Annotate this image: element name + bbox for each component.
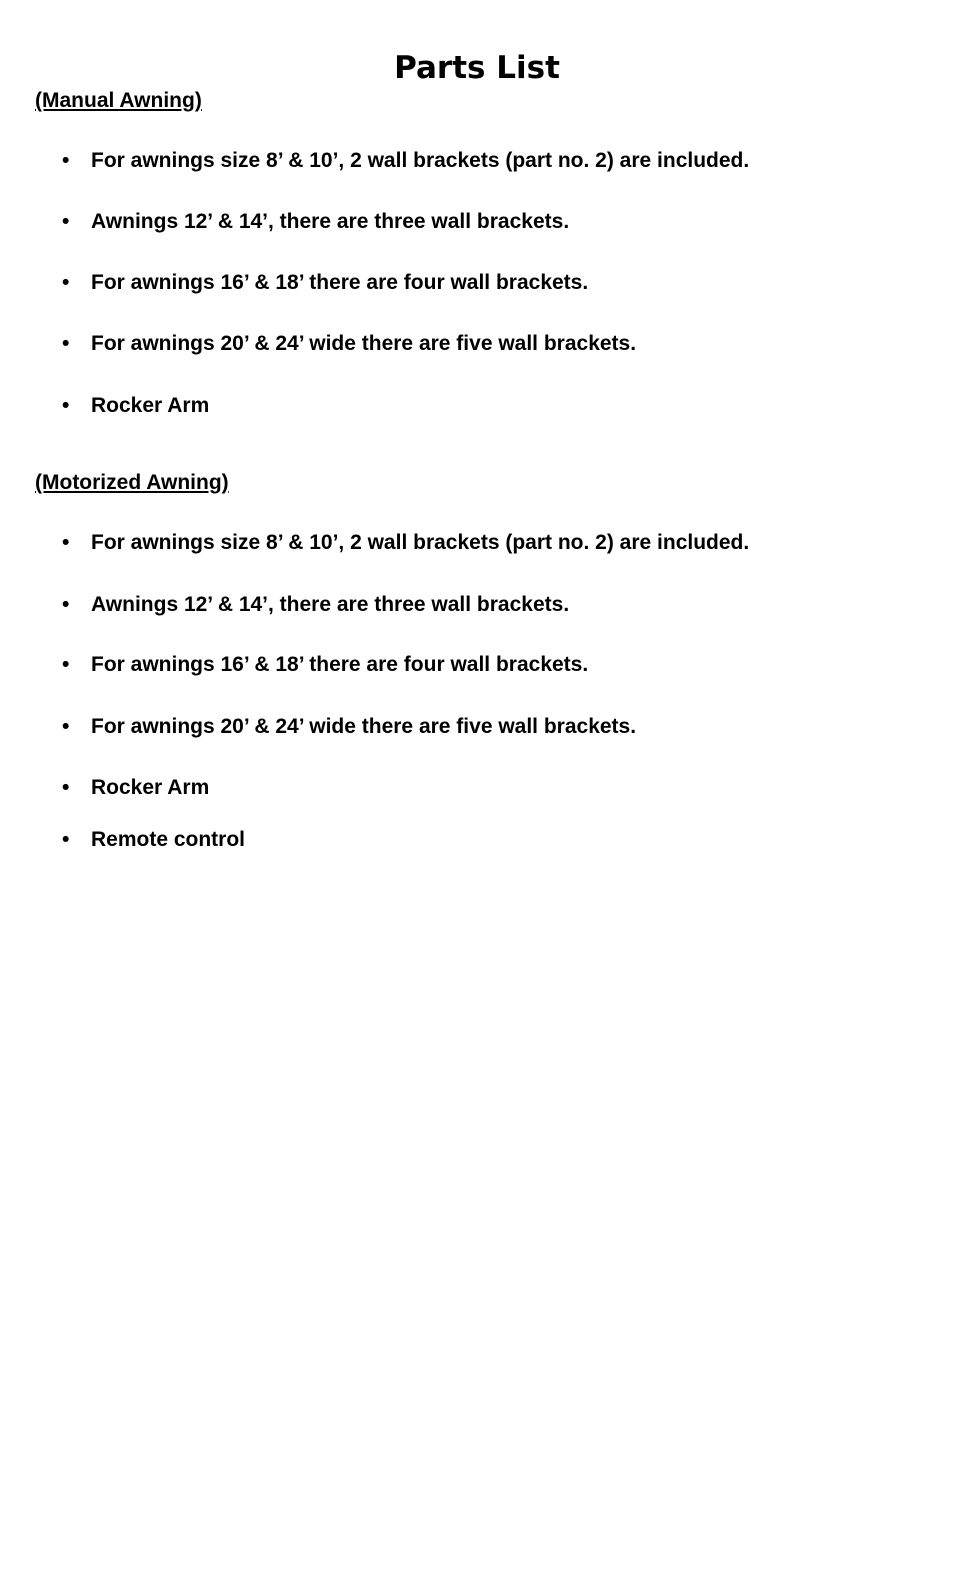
list-item-text: For awnings 20’ & 24’ wide there are five wall brackets. xyxy=(91,715,637,738)
bullet-icon: • xyxy=(62,332,70,355)
page-title: Parts List xyxy=(394,50,560,86)
bullet-icon: • xyxy=(62,394,70,417)
list-item-text: Awnings 12’ & 14’, there are three wall brackets. xyxy=(91,593,570,616)
list-item-text: For awnings 16’ & 18’ there are four wall brackets. xyxy=(91,271,589,294)
bullet-icon: • xyxy=(62,653,70,676)
motorized-awning-heading: (Motorized Awning) xyxy=(35,471,229,494)
list-item-text: Remote control xyxy=(91,828,246,851)
list-item-text: Rocker Arm xyxy=(91,394,210,417)
bullet-icon: • xyxy=(62,271,70,294)
bullet-icon: • xyxy=(62,210,70,233)
bullet-icon: • xyxy=(62,828,70,851)
bullet-icon: • xyxy=(62,531,70,554)
list-item-text: For awnings size 8’ & 10’, 2 wall brackets (part no. 2) are included. xyxy=(91,531,750,554)
list-item-text: Awnings 12’ & 14’, there are three wall brackets. xyxy=(91,210,570,233)
list-item-text: Rocker Arm xyxy=(91,776,210,799)
bullet-icon: • xyxy=(62,593,70,616)
bullet-icon: • xyxy=(62,149,70,172)
bullet-icon: • xyxy=(62,715,70,738)
list-item-text: For awnings size 8’ & 10’, 2 wall brackets (part no. 2) are included. xyxy=(91,149,750,172)
list-item-text: For awnings 20’ & 24’ wide there are five wall brackets. xyxy=(91,332,637,355)
list-item-text: For awnings 16’ & 18’ there are four wall brackets. xyxy=(91,653,589,676)
bullet-icon: • xyxy=(62,776,70,799)
manual-awning-heading: (Manual Awning) xyxy=(35,89,202,112)
